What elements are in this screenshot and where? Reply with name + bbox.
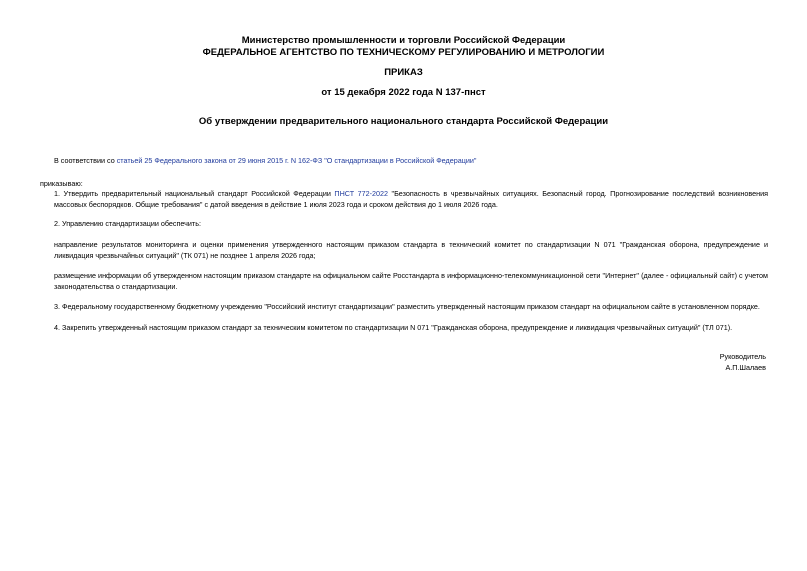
item-2: 2. Управлению стандартизации обеспечить: [54, 219, 201, 228]
item-1-rest: "Безопасность в чрезвычайных ситуациях. Безопасный город. Прогнозирование последствий возникновения массовых беспорядков. Общие требования" с датой введения в действие 1 июля 2023 года и сроком действия до 1 июля 2026 года. [54, 189, 768, 209]
document-date-number: от 15 декабря 2022 года N 137-пнст [321, 87, 486, 98]
item-2-publication: размещение информации об утвержденном настоящим приказом стандарте на официальном сайте Росстандарта в информационно-телекоммуникационной сети "Интернет" (далее - официальный сайт) с учетом законодательства о стандартизации. [54, 271, 768, 291]
preamble-text: В соответствии со [54, 156, 117, 165]
item-3: 3. Федеральному государственному бюджетному учреждению "Российский институт стандартизации" разместить утвержденный настоящим приказом стандарт на официальном сайте в установленном порядке. [54, 302, 760, 311]
preamble [54, 155, 768, 166]
document-type: ПРИКАЗ [384, 67, 423, 78]
item-1 [54, 188, 768, 210]
order-word: приказываю: [40, 179, 83, 188]
signature-title: Руководитель [719, 352, 766, 361]
standard-link[interactable]: ПНСТ 772-2022 [334, 189, 388, 198]
ministry-heading: Министерство промышленности и торговли Российской Федерации [241, 35, 566, 46]
item-1-text: 1. Утвердить предварительный национальный стандарт Российской Федерации [54, 189, 335, 198]
law-link[interactable]: статьей 25 Федерального закона от 29 июня 2015 г. N 162-ФЗ "О стандартизации в Российской Федерации" [116, 156, 477, 165]
item-2-monitoring: направление результатов мониторинга и оценки применения утвержденного настоящим приказом стандарта в технический комитет по стандартизации N 071 "Гражданская оборона, предупреждение и ликвидация чрезвычайных ситуаций" (ТК 071) не позднее 1 апреля 2026 года; [54, 240, 768, 260]
signature-name: А.П.Шалаев [725, 363, 766, 372]
agency-heading: ФЕДЕРАЛЬНОЕ АГЕНТСТВО ПО ТЕХНИЧЕСКОМУ РЕГУЛИРОВАНИЮ И МЕТРОЛОГИИ [202, 47, 605, 58]
item-4: 4. Закрепить утвержденный настоящим приказом стандарт за техническим комитетом по стандартизации N 071 "Гражданская оборона, предупреждение и ликвидация чрезвычайных ситуаций" (ТЛ 071). [54, 323, 733, 332]
document-subject: Об утверждении предварительного национального стандарта Российской Федерации [198, 116, 609, 127]
